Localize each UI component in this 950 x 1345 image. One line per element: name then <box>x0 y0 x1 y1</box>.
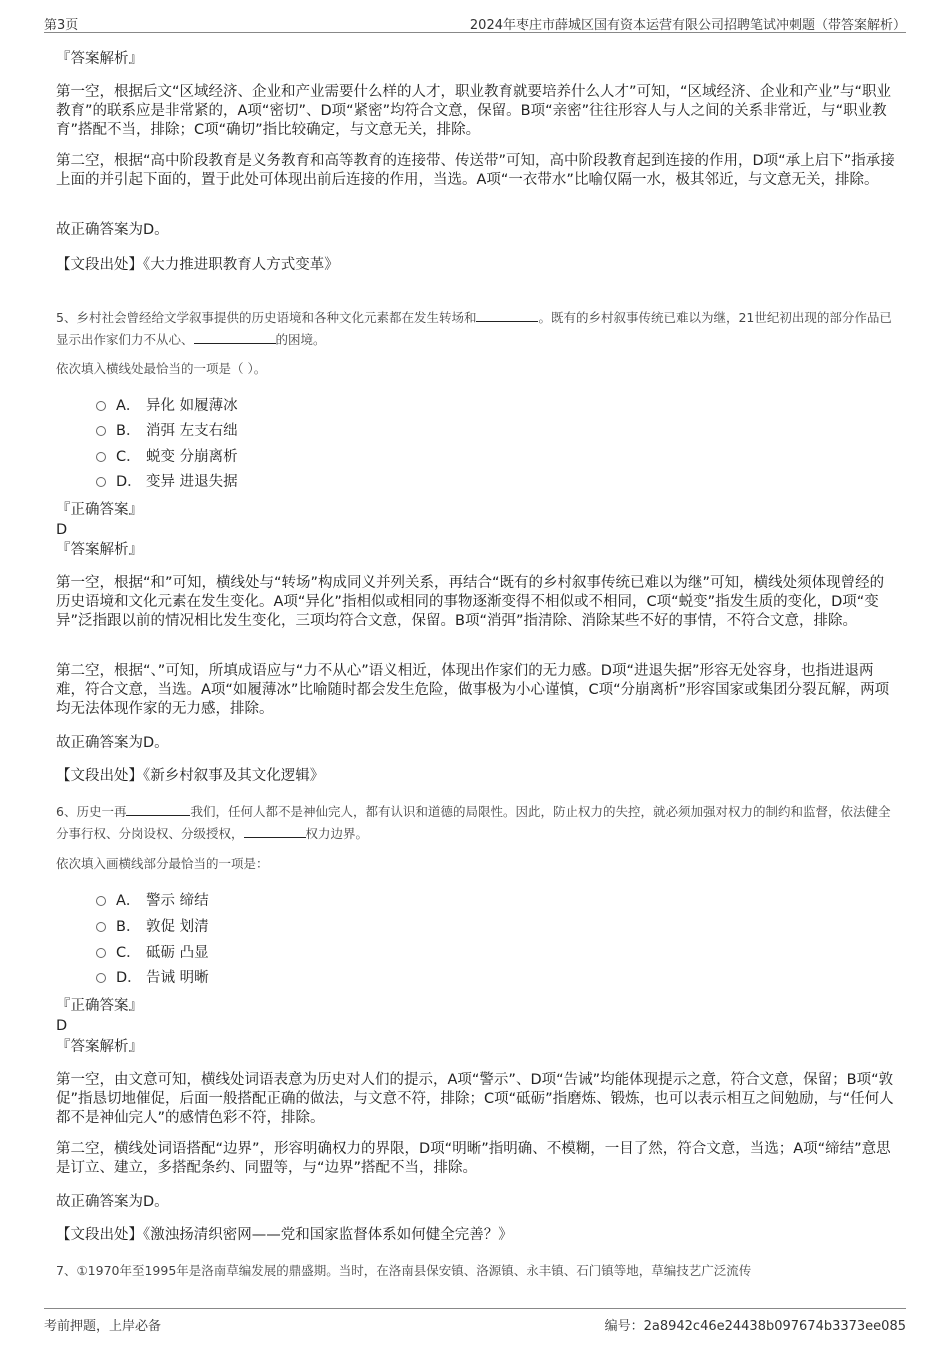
q5-blank-1 <box>476 307 538 322</box>
option-letter: A． <box>116 398 141 414</box>
q5-conclusion: 故正确答案为D。 <box>56 735 169 751</box>
q5-stem-part-a: 5、乡村社会曾经给文学叙事提供的历史语境和各种文化元素都在发生转场和 <box>56 310 477 325</box>
conclusion: 故正确答案为D。 <box>56 222 169 238</box>
q6-answer-label: 『正确答案』 <box>56 998 143 1014</box>
q5-stem-part-c: 的困境。 <box>275 332 326 347</box>
option-text: 蜕变 分崩离析 <box>146 449 238 465</box>
option-letter: D． <box>116 970 142 986</box>
q6-stem-part-a: 6、历史一再 <box>56 804 127 819</box>
q5-analysis-paragraph-1: 第一空，根据“和”可知，横线处与“转场”构成同义并列关系，再结合“既有的乡村叙事传统已难以为继”可知，横线处须体现曾经的历史语境和文化元素在发生变化。A项“异化”指相似或相同的事物逐渐变得不相似或不相同，C项“蜕变”指发生质的变化，D项“变异”泛指跟以前的情况相比发生变化，三项均符合文意，保留。B项“消弭”指清除、消除某些不好的事情，不符合文意，排除。 <box>56 575 885 629</box>
q6-option-c[interactable] <box>96 943 209 963</box>
question-5-instruction: 依次填入横线处最恰当的一项是（ ）。 <box>56 361 267 376</box>
q6-option-a[interactable] <box>96 891 209 911</box>
option-text: 警示 缔结 <box>146 893 209 909</box>
option-text: 砥砺 凸显 <box>146 945 209 961</box>
option-text: 告诫 明晰 <box>146 970 209 986</box>
q5-option-d[interactable] <box>96 472 238 492</box>
q6-analysis-label: 『答案解析』 <box>56 1039 143 1055</box>
q5-source: 【文段出处】《新乡村叙事及其文化逻辑》 <box>56 768 325 784</box>
q5-stem-part-b: 。既有的乡村叙事传统已难以为继，21世纪初出现的部分作品已显示出作家们力不从心、 <box>56 310 892 347</box>
q6-stem-part-c: 权力边界。 <box>305 826 369 841</box>
option-text: 异化 如履薄冰 <box>146 398 238 414</box>
q6-blank-1 <box>126 801 190 816</box>
q6-stem-part-b: 我们，任何人都不是神仙完人，都有认识和道德的局限性。因此，防止权力的失控，就必须加强对权力的制约和监督，依法健全分事行权、分岗设权、分级授权， <box>56 804 891 841</box>
radio-icon[interactable] <box>96 401 106 411</box>
page-number: 第3页 <box>44 18 79 33</box>
q6-answer: D <box>56 1018 68 1034</box>
q5-analysis-label: 『答案解析』 <box>56 542 143 558</box>
q5-answer-label: 『正确答案』 <box>56 502 143 518</box>
q6-option-d[interactable] <box>96 968 209 988</box>
q5-analysis-paragraph-2: 第二空，根据“、”可知，所填成语应与“力不从心”语义相近，体现出作家们的无力感。D项“进退失据”形容无处容身，也指进退两难，符合文意，当选。A项“如履薄冰”比喻随时都会发生危险，做事极为小心谨慎，C项“分崩离析”形容国家或集团分裂瓦解，两项均无法体现作家的无力感，排除。 <box>56 663 890 717</box>
option-text: 消弭 左支右绌 <box>146 423 238 439</box>
option-letter: B． <box>116 919 141 935</box>
q5-option-b[interactable] <box>96 421 238 441</box>
radio-icon[interactable] <box>96 896 106 906</box>
analysis-label: 『答案解析』 <box>56 51 143 67</box>
question-6-instruction: 依次填入画横线部分最恰当的一项是： <box>56 856 269 871</box>
option-letter: B． <box>116 423 141 439</box>
radio-icon[interactable] <box>96 426 106 436</box>
page-footer <box>44 1308 906 1334</box>
page-header <box>44 12 906 33</box>
document-title: 2024年枣庄市薛城区国有资本运营有限公司招聘笔试冲刺题（带答案解析） <box>469 18 906 33</box>
source: 【文段出处】《大力推进职教育人方式变革》 <box>56 257 339 273</box>
radio-icon[interactable] <box>96 477 106 487</box>
option-letter: D． <box>116 474 142 490</box>
radio-icon[interactable] <box>96 922 106 932</box>
option-letter: C． <box>116 449 141 465</box>
document-id: 编号：2a8942c46e24438b097674b3373ee085 <box>604 1319 906 1334</box>
q6-blank-2 <box>244 823 306 838</box>
q5-answer: D <box>56 522 68 538</box>
option-letter: C． <box>116 945 141 961</box>
radio-icon[interactable] <box>96 452 106 462</box>
option-text: 敦促 划清 <box>146 919 209 935</box>
analysis-paragraph-2: 第二空，根据“高中阶段教育是义务教育和高等教育的连接带、传送带”可知，高中阶段教育起到连接的作用，D项“承上启下”指承接上面的并引起下面的，置于此处可体现出前后连接的作用，当选。A项“一衣带水”比喻仅隔一水，极其邻近，与文意无关，排除。 <box>56 153 895 188</box>
q6-option-b[interactable] <box>96 917 209 937</box>
radio-icon[interactable] <box>96 948 106 958</box>
option-text: 变异 进退失据 <box>146 474 238 490</box>
question-6-stem <box>56 801 896 845</box>
option-letter: A． <box>116 893 141 909</box>
q6-conclusion: 故正确答案为D。 <box>56 1194 169 1210</box>
analysis-paragraph-1: 第一空，根据后文“区域经济、企业和产业需要什么样的人才，职业教育就要培养什么人才”可知，“区域经济、企业和产业”与“职业教育”的联系应是非常紧的，A项“密切”、D项“紧密”均符合文意，保留。B项“亲密”往往形容人与人之间的关系非常近，与“职业教育”搭配不当，排除；C项“确切”指比较确定，与文意无关，排除。 <box>56 84 892 138</box>
q6-source: 【文段出处】《激浊扬清织密网——党和国家监督体系如何健全完善？》 <box>56 1227 513 1243</box>
q5-option-c[interactable] <box>96 447 238 467</box>
footer-slogan: 考前押题，上岸必备 <box>44 1319 162 1334</box>
question-5-stem <box>56 307 896 351</box>
question-7-stem: 7、①1970年至1995年是洛南草编发展的鼎盛期。当时，在洛南县保安镇、洛源镇、永丰镇、石门镇等地，草编技艺广泛流传 <box>56 1263 752 1278</box>
q5-option-a[interactable] <box>96 396 238 416</box>
q6-analysis-paragraph-1: 第一空，由文意可知，横线处词语表意为历史对人们的提示，A项“警示”、D项“告诫”均能体现提示之意，符合文意，保留；B项“敦促”指恳切地催促，后面一般搭配正确的做法，与文意不符，排除；C项“砥砺”指磨炼、锻炼，也可以表示相互之间勉励，与“任何人都不是神仙完人”的感情色彩不符，排除。 <box>56 1072 894 1126</box>
q5-blank-2 <box>194 329 276 344</box>
radio-icon[interactable] <box>96 973 106 983</box>
q6-analysis-paragraph-2: 第二空，横线处词语搭配“边界”，形容明确权力的界限，D项“明晰”指明确、不模糊，一目了然，符合文意，当选；A项“缔结”意思是订立、建立，多搭配条约、同盟等，与“边界”搭配不当，排除。 <box>56 1141 891 1176</box>
